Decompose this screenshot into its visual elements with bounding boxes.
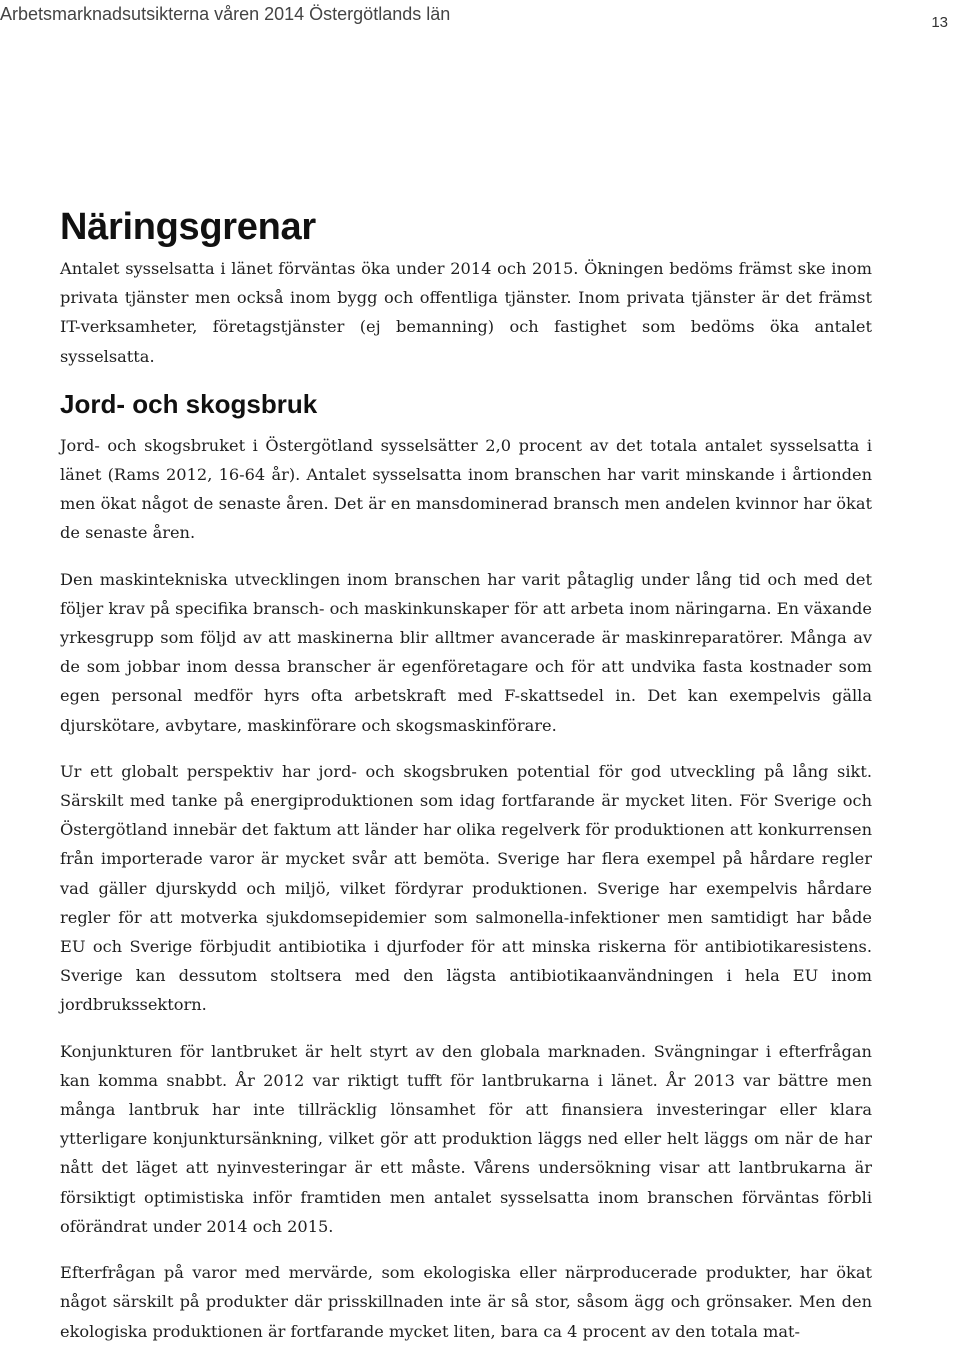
page-number: 13: [931, 14, 948, 31]
body-paragraph: Ur ett globalt perspektiv har jord- och skogsbruken potential för god utveckling på lång sikt. Särskilt med tanke på energiproduktionen som idag fortfarande är mycket liten. För Sverige och Östergötland innebär det faktum att länder har olika regelverk för produktionen att konkurrensen från importerade varor är mycket svår att bemöta. Sverige har flera exempel på hårdare regler vad gäller djurskydd och miljö, vilket fördyrar produktionen. Sverige har exempelvis hårdare regler för att motverka sjukdomsepidemier som salmonella-infektioner men samtidigt har både EU och Sverige förbjudit antibiotika i djurfoder för att minska riskerna för antibiotikaresistens. Sverige kan dessutom stoltsera med den lägsta antibiotikaanvändningen i hela EU inom jordbrukssektorn.: [60, 761, 872, 1015]
subsection-title: Jord- och skogsbruk: [60, 388, 318, 419]
body-paragraph: Konjunkturen för lantbruket är helt styrt av den globala marknaden. Svängningar i efterfrågan kan komma snabbt. År 2012 var riktigt tufft för lantbrukarna i länet. År 2013 var bättre men många lantbruk har inte tillräcklig lönsamhet för att finansiera investeringar eller klara ytterligare konjunktursänkning, vilket gör att produktion läggs ned eller helt läggs om när de har nått det läget att nyinvesteringar är ett måste. Vårens undersökning visar att lantbrukarna är försiktigt optimistiska inför framtiden men antalet sysselsatta inom branschen förväntas förbli oförändrat under 2014 och 2015.: [60, 1041, 872, 1236]
body-paragraph: Den maskintekniska utvecklingen inom branschen har varit påtaglig under lång tid och med det följer krav på specifika bransch- och maskinkunskaper för att arbeta inom näringarna. En växande yrkesgrupp som följd av att maskinerna blir alltmer avancerade är maskinreparatörer. Många av de som jobbar inom dessa branscher är egenföretagare och för att undvika fasta kostnader som egen personal medför hyrs ofta arbetskraft med F-skattsedel in. Det kan exempelvis gälla djurskötare, avbytare, maskinförare och skogsmaskinförare.: [60, 569, 872, 735]
body-paragraph: Efterfrågan på varor med mervärde, som ekologiska eller närproducerade produkter, har ökat något särskilt på produkter där prisskillnaden inte är så stor, såsom ägg och grönsaker. Men den ekologiska produktionen är fortfarande mycket liten, bara ca 4 procent av den totala mat-: [60, 1263, 872, 1341]
document-body: [60, 200, 872, 1363]
running-header: Arbetsmarknadsutsikterna våren 2014 Östergötlands län: [0, 4, 451, 24]
body-paragraph: Jord- och skogsbruket i Östergötland sysselsätter 2,0 procent av det totala antalet sysselsatta i länet (Rams 2012, 16-64 år). Antalet sysselsatta inom branschen har varit minskande i årtionden men ökat något de senaste åren. Det är en mansdominerad bransch men andelen kvinnor har ökat de senaste åren.: [60, 435, 872, 543]
section-intro-paragraph: Antalet sysselsatta i länet förväntas öka under 2014 och 2015. Ökningen bedöms främst ske inom privata tjänster men också inom bygg och offentliga tjänster. Inom privata tjänster är det främst IT-verksamheter, företagstjänster (ej bemanning) och fastighet som bedöms öka antalet sysselsatta.: [60, 259, 872, 366]
section-title: Näringsgrenar: [60, 206, 316, 248]
